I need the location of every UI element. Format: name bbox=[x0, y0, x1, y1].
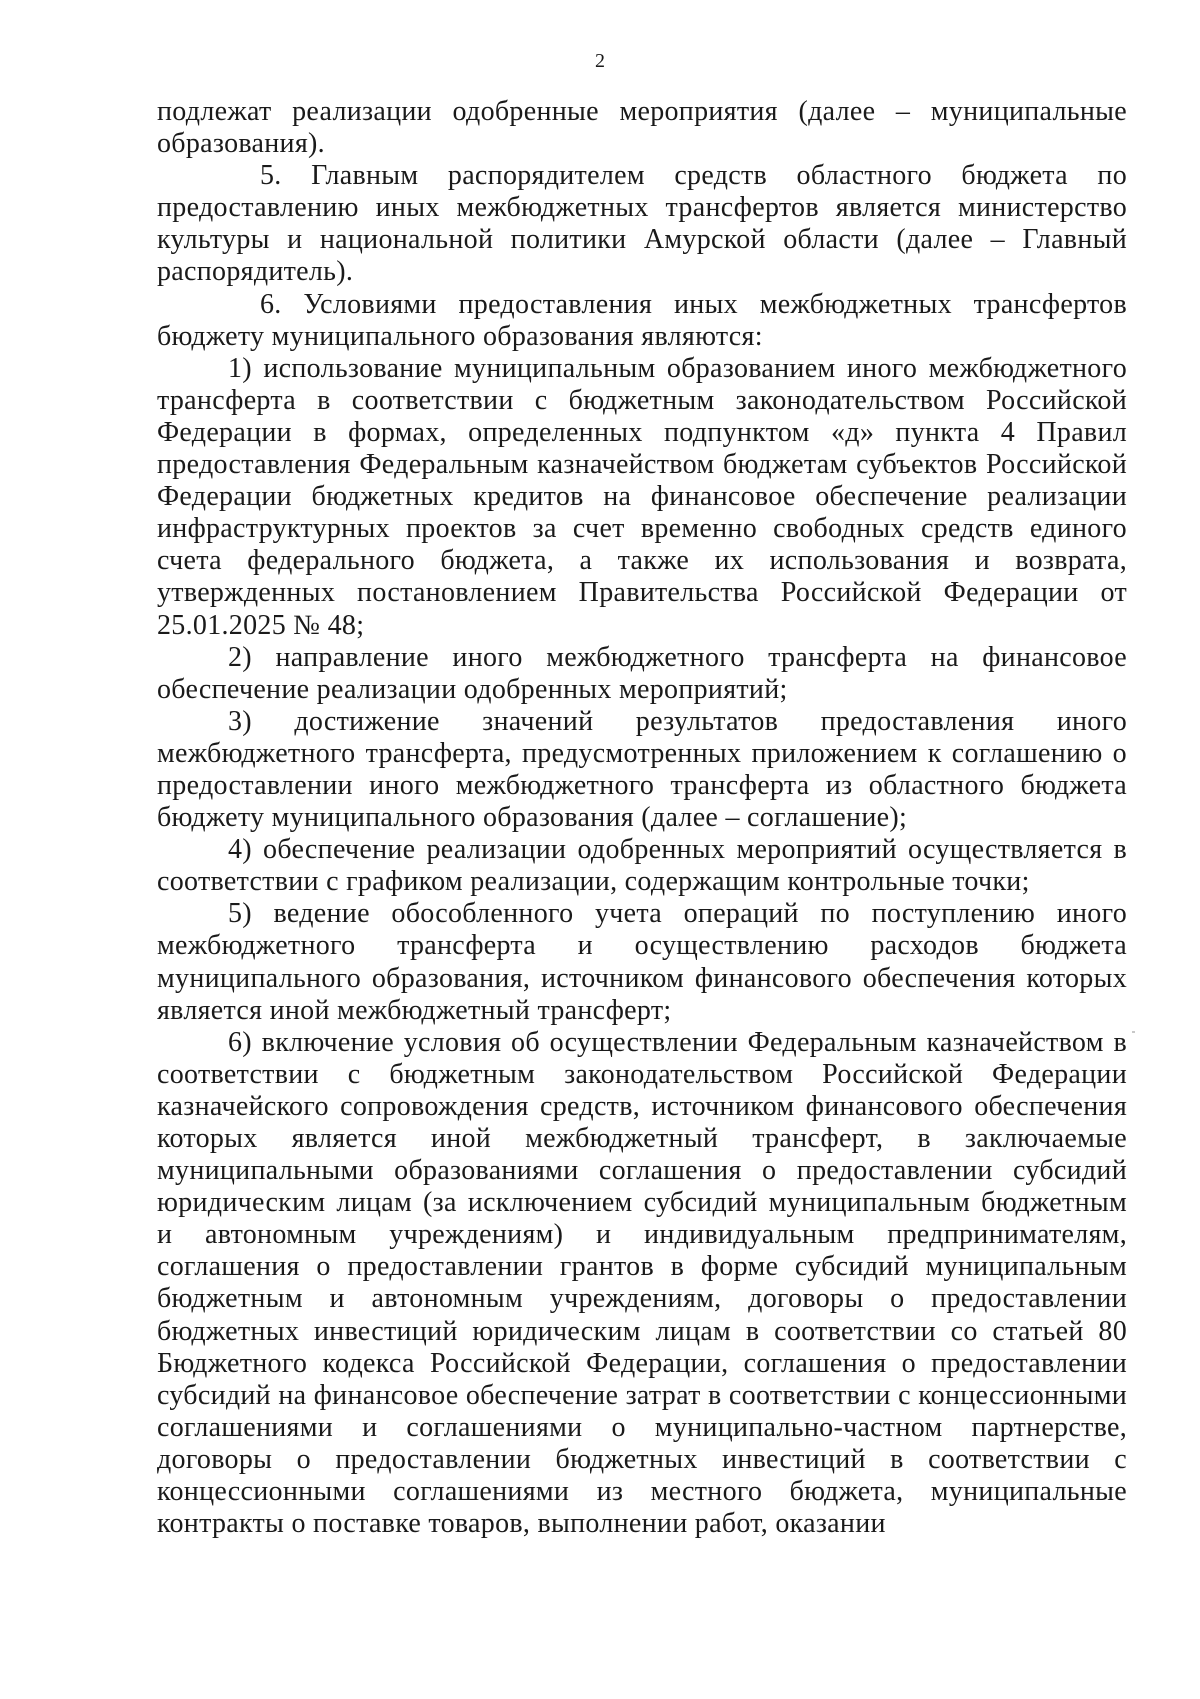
paragraph-item-6: 6. Условиями предоставления иных межбюджетных трансфертов бюджету муниципального образования являются: bbox=[157, 288, 1127, 352]
document-body bbox=[157, 96, 1127, 1540]
subparagraph-3: 3) достижение значений результатов предоставления иного межбюджетного трансферта, предусмотренных приложением к соглашению о предоставлении иного межбюджетного трансферта из областного бюджета бюджету муниципального образования (далее – соглашение); bbox=[157, 705, 1127, 834]
paragraph-item-5: 5. Главным распорядителем средств областного бюджета по предоставлению иных межбюджетных трансфертов является министерство культуры и национальной политики Амурской области (далее – Главный распорядитель). bbox=[157, 160, 1127, 288]
page-number: 2 bbox=[595, 50, 605, 72]
subparagraph-4: 4) обеспечение реализации одобренных мероприятий осуществляется в соответствии с графиком реализации, содержащим контрольные точки; bbox=[157, 834, 1127, 898]
subparagraph-5: 5) ведение обособленного учета операций по поступлению иного межбюджетного трансферта и осуществлению расходов бюджета муниципального образования, источником финансового обеспечения которых является иной межбюджетный трансферт; bbox=[157, 898, 1127, 1026]
subparagraph-1: 1) использование муниципальным образованием иного межбюджетного трансферта в соответствии с бюджетным законодательством Российской Федерации в формах, определенных подпунктом «д» пункта 4 Правил предоставления Федеральным казначейством бюджетам субъектов Российской Федерации бюджетных кредитов на финансовое обеспечение реализации инфраструктурных проектов за счет временно свободных средств единого счета федерального бюджета, а также их использования и возврата, утвержденных постановлением Правительства Российской Федерации от 25.01.2025 № 48; bbox=[157, 352, 1127, 641]
paragraph-continuation: подлежат реализации одобренные мероприятия (далее – муниципальные образования). bbox=[157, 96, 1127, 160]
scan-artifact bbox=[1132, 1031, 1135, 1033]
subparagraph-2: 2) направление иного межбюджетного трансферта на финансовое обеспечение реализации одобренных мероприятий; bbox=[157, 641, 1127, 705]
subparagraph-6: 6) включение условия об осуществлении Федеральным казначейством в соответствии с бюджетным законодательством Российской Федерации казначейского сопровождения средств, источником финансового обеспечения которых является иной межбюджетный трансферт, в заключаемые муниципальными образованиями соглашения о предоставлении субсидий юридическим лицам (за исключением субсидий муниципальным бюджетным и автономным учреждениям) и индивидуальным предпринимателям, соглашения о предоставлении грантов в форме субсидий муниципальным бюджетным и автономным учреждениям, договоры о предоставлении бюджетных инвестиций юридическим лицам в соответствии со статьей 80 Бюджетного кодекса Российской Федерации, соглашения о предоставлении субсидий на финансовое обеспечение затрат в соответствии с концессионными соглашениями и соглашениями о муниципально-частном партнерстве, договоры о предоставлении бюджетных инвестиций в соответствии с концессионными соглашениями из местного бюджета, муниципальные контракты о поставке товаров, выполнении работ, оказании bbox=[157, 1026, 1127, 1540]
